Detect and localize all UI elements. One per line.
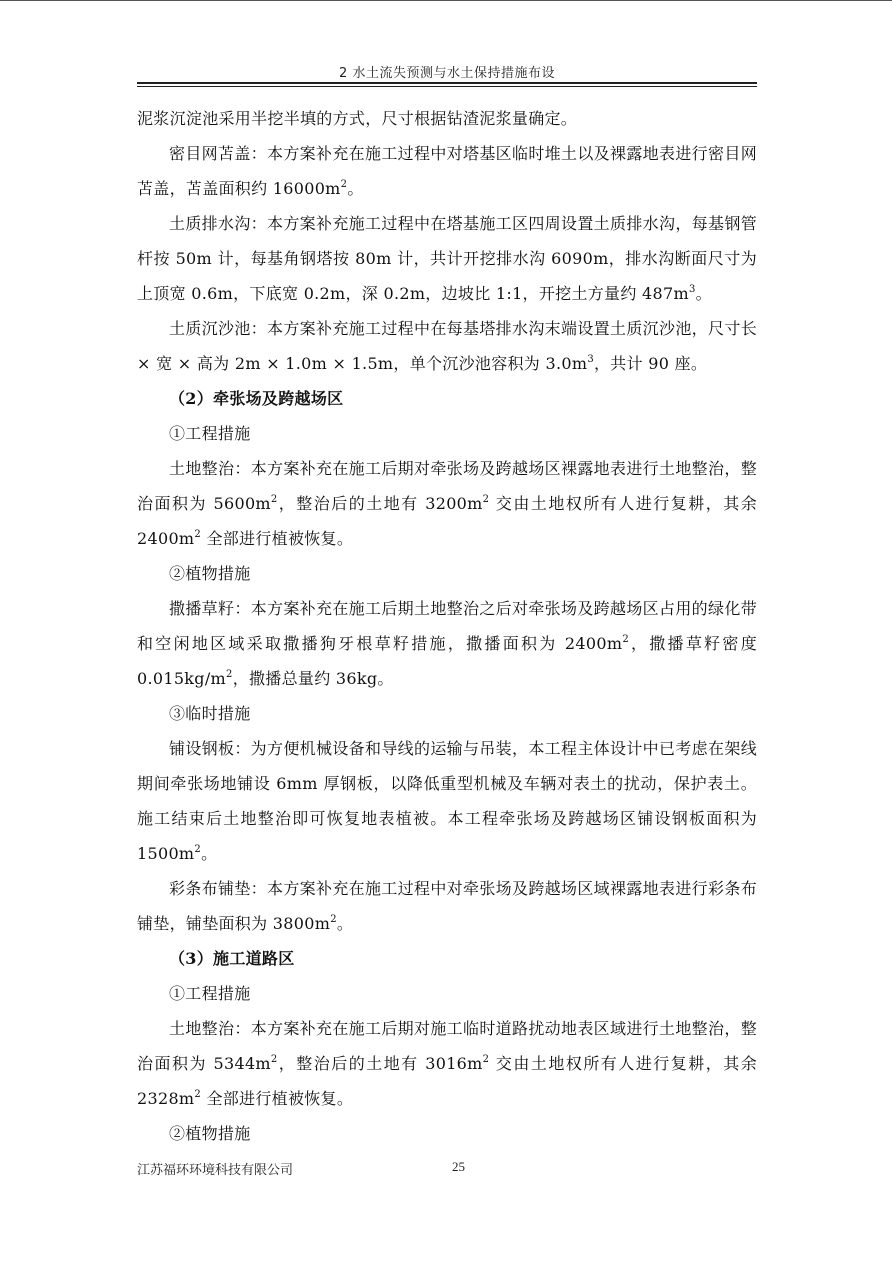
paragraph-land-rehab-road: 土地整治：本方案补充在施工后期对施工临时道路扰动地表区域进行土地整治，整治面积为 $5344m^2$，整治后的土地有 $3016m^2$ 交由土地权所有人进行复耕，其余 $2328m^2$ 全部进行植被恢复。 — [137, 1019, 757, 1108]
paragraph-sedimentation-tank: 泥浆沉淀池采用半挖半填的方式，尺寸根据钻渣泥浆量确定。 — [137, 109, 578, 128]
running-header: 2 水土流失预测与水土保持措施布设 — [339, 66, 555, 81]
paragraph-land-rehab-tension: 土地整治：本方案补充在施工后期对牵张场及跨越场区裸露地表进行土地整治，整治面积为 $5600m^2$，整治后的土地有 $3200m^2$ 交由土地权所有人进行复耕，其余 $2400m^2$ 全部进行植被恢复。 — [137, 459, 757, 548]
paragraph-grass-seeding: 撒播草籽：本方案补充在施工后期土地整治之后对牵张场及跨越场区占用的绿化带和空闲地区域采取撒播狗牙根草籽措施，撒播面积为 $2400m^2$，撒播草籽密度 $0.015kg/m^2$，撒播总量约 36kg。 — [137, 599, 757, 688]
page-number: 25 — [452, 1159, 465, 1174]
header-rule-thin — [137, 86, 757, 87]
paragraph-drainage-ditch: 土质排水沟：本方案补充施工过程中在塔基施工区四周设置土质排水沟，每基钢管杆按 50m 计，每基角钢塔按 80m 计，共计开挖排水沟 6090m，排水沟断面尺寸为上顶宽 0.6m，下底宽 0.2m，深 0.2m，边坡比 1:1，开挖土方量约 $487m^3$。 — [137, 214, 757, 303]
section-heading-construction-road: （3）施工道路区 — [169, 949, 295, 968]
subheading-engineering-measures: ①工程措施 — [169, 424, 251, 443]
subheading-engineering-measures-2: ①工程措施 — [169, 984, 251, 1003]
page-footer — [137, 1159, 757, 1179]
paragraph-tarp-cover: 彩条布铺垫：本方案补充在施工过程中对牵张场及跨越场区域裸露地表进行彩条布铺垫，铺垫面积为 $3800m^2$。 — [137, 879, 757, 933]
paragraph-mesh-cover: 密目网苫盖：本方案补充在施工过程中对塔基区临时堆土以及裸露地表进行密目网苫盖，苫盖面积约 $16000m^2$。 — [137, 144, 757, 198]
top-border-line — [0, 0, 892, 1]
subheading-plant-measures-2: ②植物措施 — [169, 1124, 251, 1143]
paragraph-steel-plates: 铺设钢板：为方便机械设备和导线的运输与吊装，本工程主体设计中已考虑在架线期间牵张场地铺设 6mm 厚钢板，以降低重型机械及车辆对表土的扰动，保护表土。施工结束后土地整治即可恢复地表植被。本工程牵张场及跨越场区铺设钢板面积为 $1500m^2$。 — [137, 739, 757, 863]
footer-company: 江苏福环环境科技有限公司 — [137, 1163, 294, 1178]
section-heading-tension-field: （2）牵张场及跨越场区 — [169, 389, 344, 408]
subheading-plant-measures: ②植物措施 — [169, 564, 251, 583]
page-body — [137, 101, 757, 1151]
paragraph-sand-basin: 土质沉沙池：本方案补充施工过程中在每基塔排水沟末端设置土质沉沙池，尺寸长 × 宽 × 高为 2m × 1.0m × 1.5m，单个沉沙池容积为 $3.0m^3$，共计 90 座。 — [137, 319, 757, 373]
subheading-temporary-measures: ③临时措施 — [169, 704, 251, 723]
header-rule-thick — [137, 82, 757, 84]
